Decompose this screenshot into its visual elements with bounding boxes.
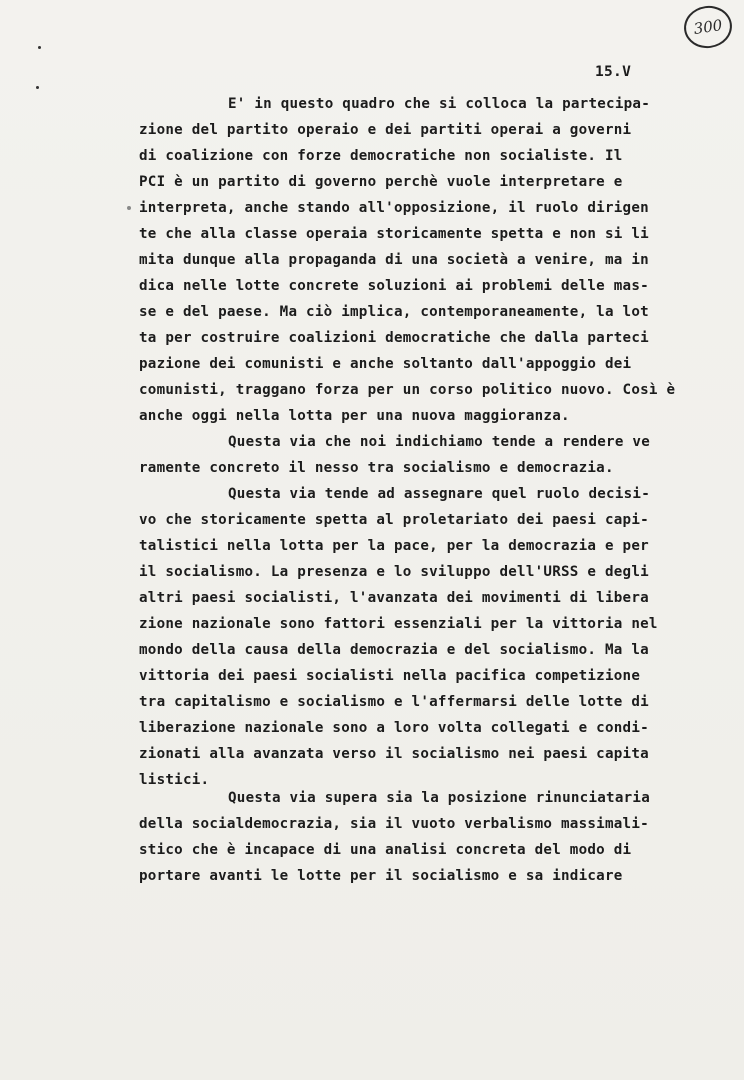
text-line: il socialismo. La presenza e lo sviluppo dell'URSS e degli	[139, 564, 649, 580]
text-line: Questa via che noi indichiamo tende a rendere ve	[228, 434, 650, 450]
text-line: liberazione nazionale sono a loro volta collegati e condi-	[139, 720, 649, 736]
text-line: della socialdemocrazia, sia il vuoto verbalismo massimali-	[139, 816, 649, 832]
margin-mark	[38, 46, 41, 49]
text-line: Questa via tende ad assegnare quel ruolo decisi-	[228, 486, 650, 502]
text-line: ta per costruire coalizioni democratiche che dalla parteci	[139, 330, 649, 346]
text-line: mita dunque alla propaganda di una società a venire, ma in	[139, 252, 649, 268]
text-line: dica nelle lotte concrete soluzioni ai problemi delle mas-	[139, 278, 649, 294]
text-line: zione del partito operaio e dei partiti operai a governi	[139, 122, 632, 138]
text-line: comunisti, traggano forza per un corso politico nuovo. Così è	[139, 382, 676, 398]
text-line: ramente concreto il nesso tra socialismo e democrazia.	[139, 460, 614, 476]
text-line: listici.	[139, 772, 210, 788]
text-line: Questa via supera sia la posizione rinunciataria	[228, 790, 650, 806]
text-line: zione nazionale sono fattori essenziali per la vittoria nel	[139, 616, 658, 632]
page-number: 15.V	[595, 64, 632, 80]
text-line: PCI è un partito di governo perchè vuole interpretare e	[139, 174, 623, 190]
text-line: vittoria dei paesi socialisti nella pacifica competizione	[139, 668, 641, 684]
margin-mark	[36, 86, 39, 89]
text-line: pazione dei comunisti e anche soltanto dall'appoggio dei	[139, 356, 632, 372]
text-line: di coalizione con forze democratiche non socialiste. Il	[139, 148, 623, 164]
text-line: tra capitalismo e socialismo e l'affermarsi delle lotte di	[139, 694, 649, 710]
text-line: se e del paese. Ma ciò implica, contemporaneamente, la lot	[139, 304, 649, 320]
text-line: vo che storicamente spetta al proletariato dei paesi capi-	[139, 512, 649, 528]
text-line: mondo della causa della democrazia e del socialismo. Ma la	[139, 642, 649, 658]
margin-mark	[127, 206, 131, 210]
text-line: portare avanti le lotte per il socialismo e sa indicare	[139, 868, 623, 884]
text-line: E' in questo quadro che si colloca la partecipa-	[228, 96, 650, 112]
text-line: stico che è incapace di una analisi concreta del modo di	[139, 842, 632, 858]
text-line: anche oggi nella lotta per una nuova maggioranza.	[139, 408, 570, 424]
text-line: altri paesi socialisti, l'avanzata dei movimenti di libera	[139, 590, 649, 606]
text-line: zionati alla avanzata verso il socialismo nei paesi capita	[139, 746, 649, 762]
archive-stamp: 300	[681, 3, 734, 51]
text-line: talistici nella lotta per la pace, per la democrazia e per	[139, 538, 649, 554]
text-line: te che alla classe operaia storicamente spetta e non si li	[139, 226, 649, 242]
text-line: interpreta, anche stando all'opposizione, il ruolo dirigen	[139, 200, 649, 216]
